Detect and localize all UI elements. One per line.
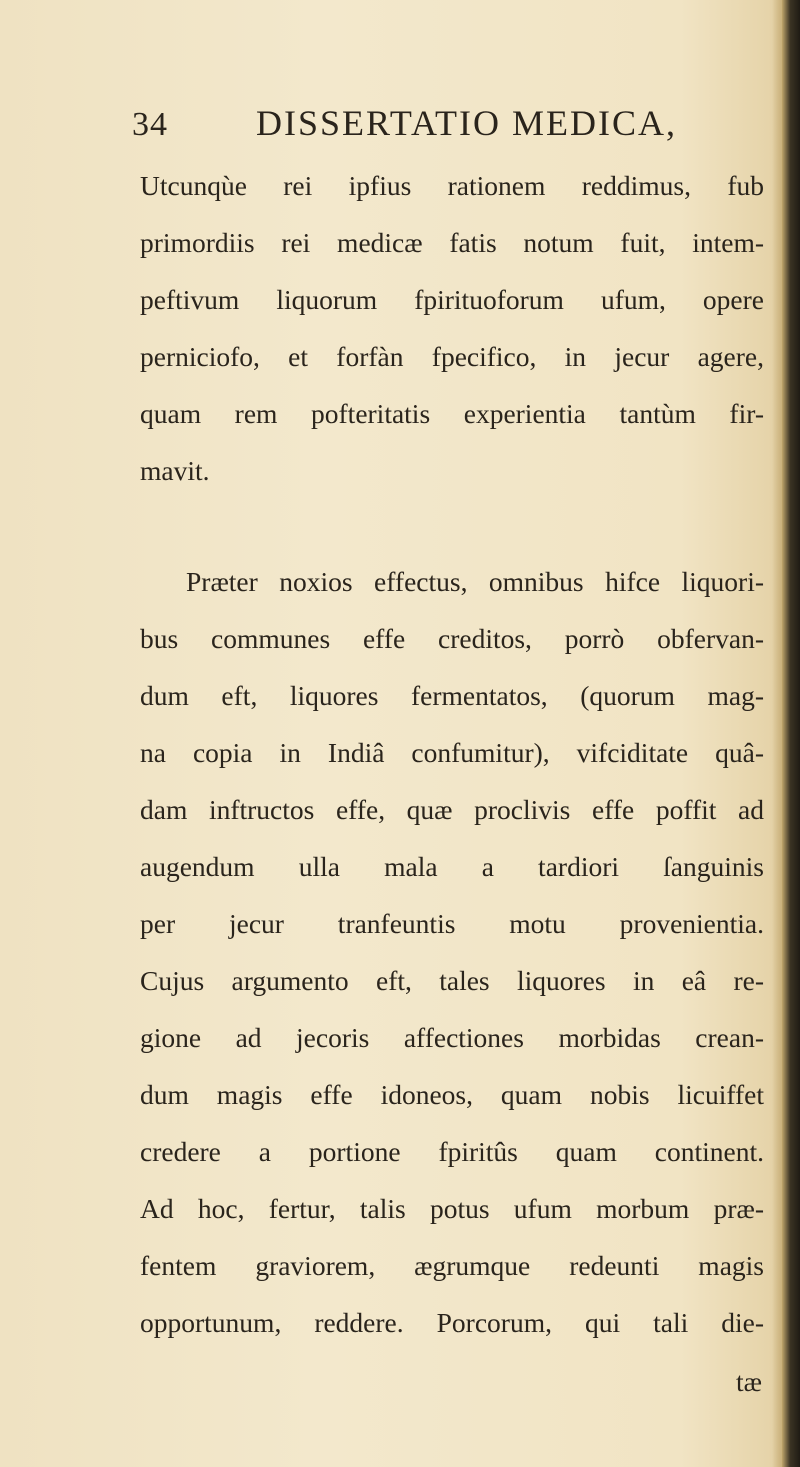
text-line: Utcunqùe rei ipfius rationem reddimus, fub [140,170,764,201]
text-line: fentem graviorem, ægrumque redeunti magis [140,1250,764,1281]
text-line: gione ad jecoris affectiones morbidas crean- [140,1022,764,1053]
text-line: dum magis effe idoneos, quam nobis licuiffet [140,1079,764,1110]
text-line: dum eft, liquores fermentatos, (quorum mag- [140,680,764,711]
running-title: DISSERTATIO MEDICA, [256,103,677,143]
text-line: Cujus argumento eft, tales liquores in eâ re- [140,965,764,996]
page-number: 34 [132,106,168,143]
page-binding-edge [782,0,800,1467]
text-line: credere a portione fpiritûs quam continent. [140,1136,764,1167]
text-line: per jecur tranfeuntis motu provenientia. [140,908,764,939]
text-line: Ad hoc, fertur, talis potus ufum morbum præ- [140,1193,764,1224]
text-line: augendum ulla mala a tardiori ſanguinis [140,851,764,882]
text-line: quam rem pofteritatis experientia tantùm fir- [140,398,764,429]
text-line: peftivum liquorum fpirituoforum ufum, opere [140,284,764,315]
text-line: na copia in Indiâ confumitur), vifciditate quâ- [140,737,764,768]
text-line: bus communes effe creditos, porrò obfervan- [140,623,764,654]
page-shadow [772,0,782,1467]
text-line: primordiis rei medicæ fatis notum fuit, intem- [140,227,764,258]
text-line: dam inftructos effe, quæ proclivis effe poffit ad [140,794,764,825]
catchword: tæ [736,1366,762,1397]
text-line: mavit. [140,455,210,486]
text-line: Præter noxios effectus, omnibus hifce liquori- [186,566,764,597]
text-line: perniciofo, et forfàn fpecifico, in jecur agere, [140,341,764,372]
text-line: opportunum, reddere. Porcorum, qui tali die- [140,1307,764,1338]
page-header [132,100,677,148]
